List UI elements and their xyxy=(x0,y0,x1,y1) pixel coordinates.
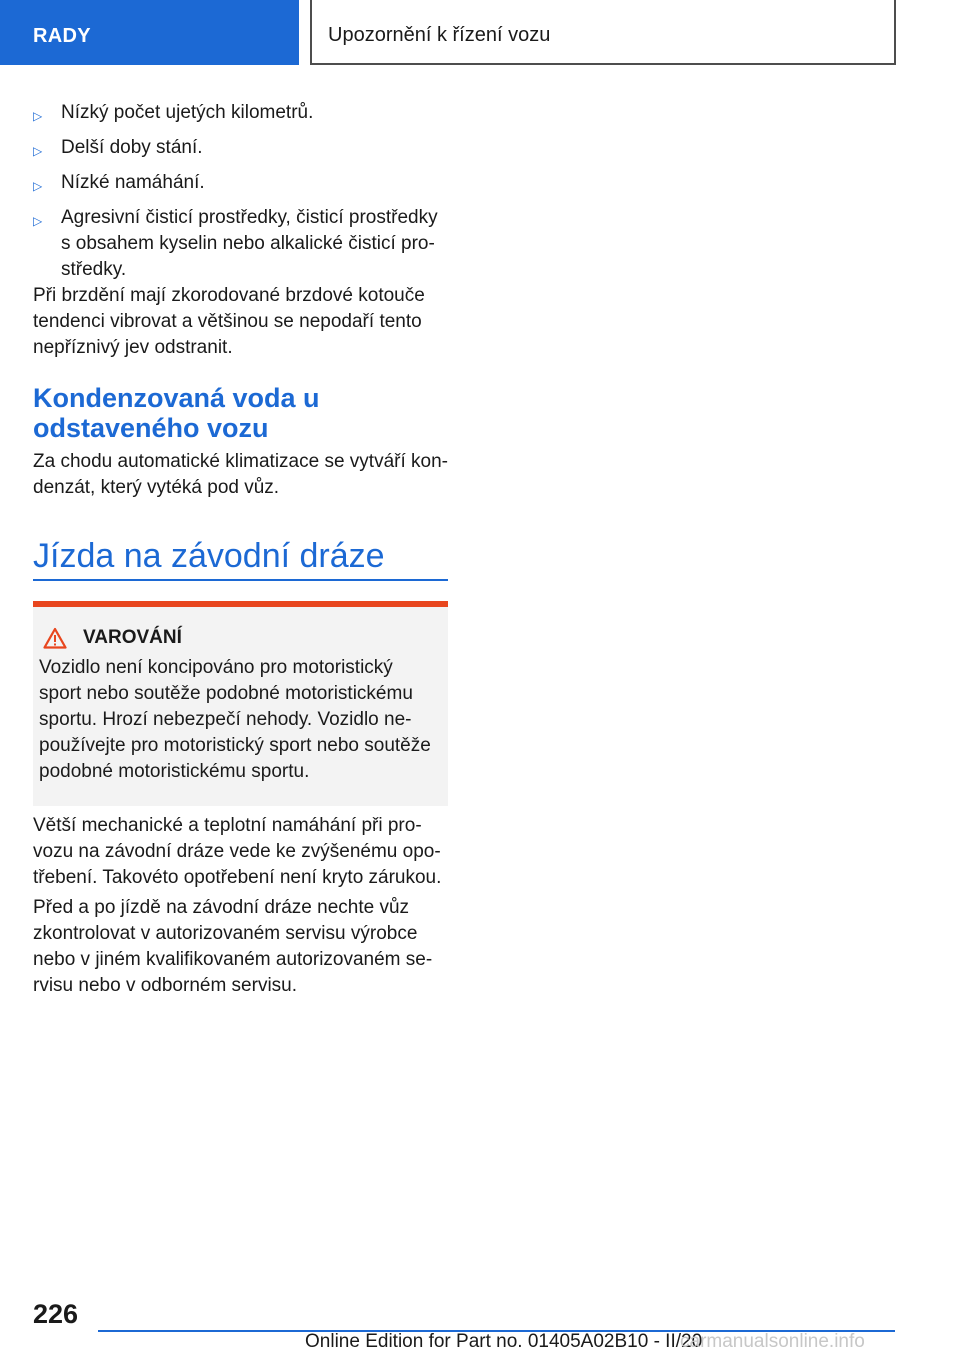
warning-triangle-icon xyxy=(43,627,67,649)
triangle-bullet-icon: ▷ xyxy=(33,144,43,158)
subheading-condensation: Kondenzovaná voda u odstaveného vozu xyxy=(33,383,320,443)
paragraph-inspection: Před a po jízdě na závodní dráze nechte vůz zkontrolovat v autorizovaném servisu výrobce nebo v jiném kvalifikovaném autorizovaném se-rvisu nebo v odborném servisu. xyxy=(33,897,433,996)
triangle-bullet-icon: ▷ xyxy=(33,109,43,123)
list-item: ▷ Nízké namáhání. xyxy=(33,170,448,199)
bullet-list xyxy=(33,100,448,289)
list-item: ▷ Agresivní čisticí prostředky, čisticí prostředky s obsahem kyselin nebo alkalické čisticí pro-středky. xyxy=(33,205,448,283)
list-item: ▷ Nízký počet ujetých kilometrů. xyxy=(33,100,448,129)
triangle-bullet-icon: ▷ xyxy=(33,214,43,228)
header-chapter-tab xyxy=(310,0,896,65)
header-chapter-label: Upozornění k řízení vozu xyxy=(328,24,551,46)
header-section-label: RADY xyxy=(33,25,91,47)
warning-text: Vozidlo není koncipováno pro motoristický sport nebo soutěže podobné motoristickému sportu. Hrozí nebezpečí nehody. Vozidlo ne-používejte pro motoristický sport nebo soutěže podobné motoristickému sportu. xyxy=(39,657,431,782)
page-number: 226 xyxy=(33,1299,79,1329)
warning-box xyxy=(33,601,448,806)
warning-header xyxy=(39,627,440,649)
paragraph-brake-corrosion: Při brzdění mají zkorodované brzdové kotouče tendenci vibrovat a většinou se nepodaří tento nepříznivý jev odstranit. xyxy=(33,285,425,358)
footer-watermark: carmanualsonline.info xyxy=(680,1331,865,1352)
paragraph-condensation: Za chodu automatické klimatizace se vytváří kon-denzát, který vytéká pod vůz. xyxy=(33,451,449,498)
section-heading-race-track: Jízda na závodní dráze xyxy=(33,535,448,581)
footer-edition: Online Edition for Part no. 01405A02B10 - II/20 xyxy=(305,1331,703,1352)
triangle-bullet-icon: ▷ xyxy=(33,179,43,193)
paragraph-wear: Větší mechanické a teplotní namáhání při pro-vozu na závodní dráze vede ke zvýšenému opo-třebení. Takovéto opotřebení není kryto zárukou. xyxy=(33,815,442,888)
header-section-tab xyxy=(0,0,299,65)
warning-label: VAROVÁNÍ xyxy=(83,627,182,648)
list-item: ▷ Delší doby stání. xyxy=(33,135,448,164)
